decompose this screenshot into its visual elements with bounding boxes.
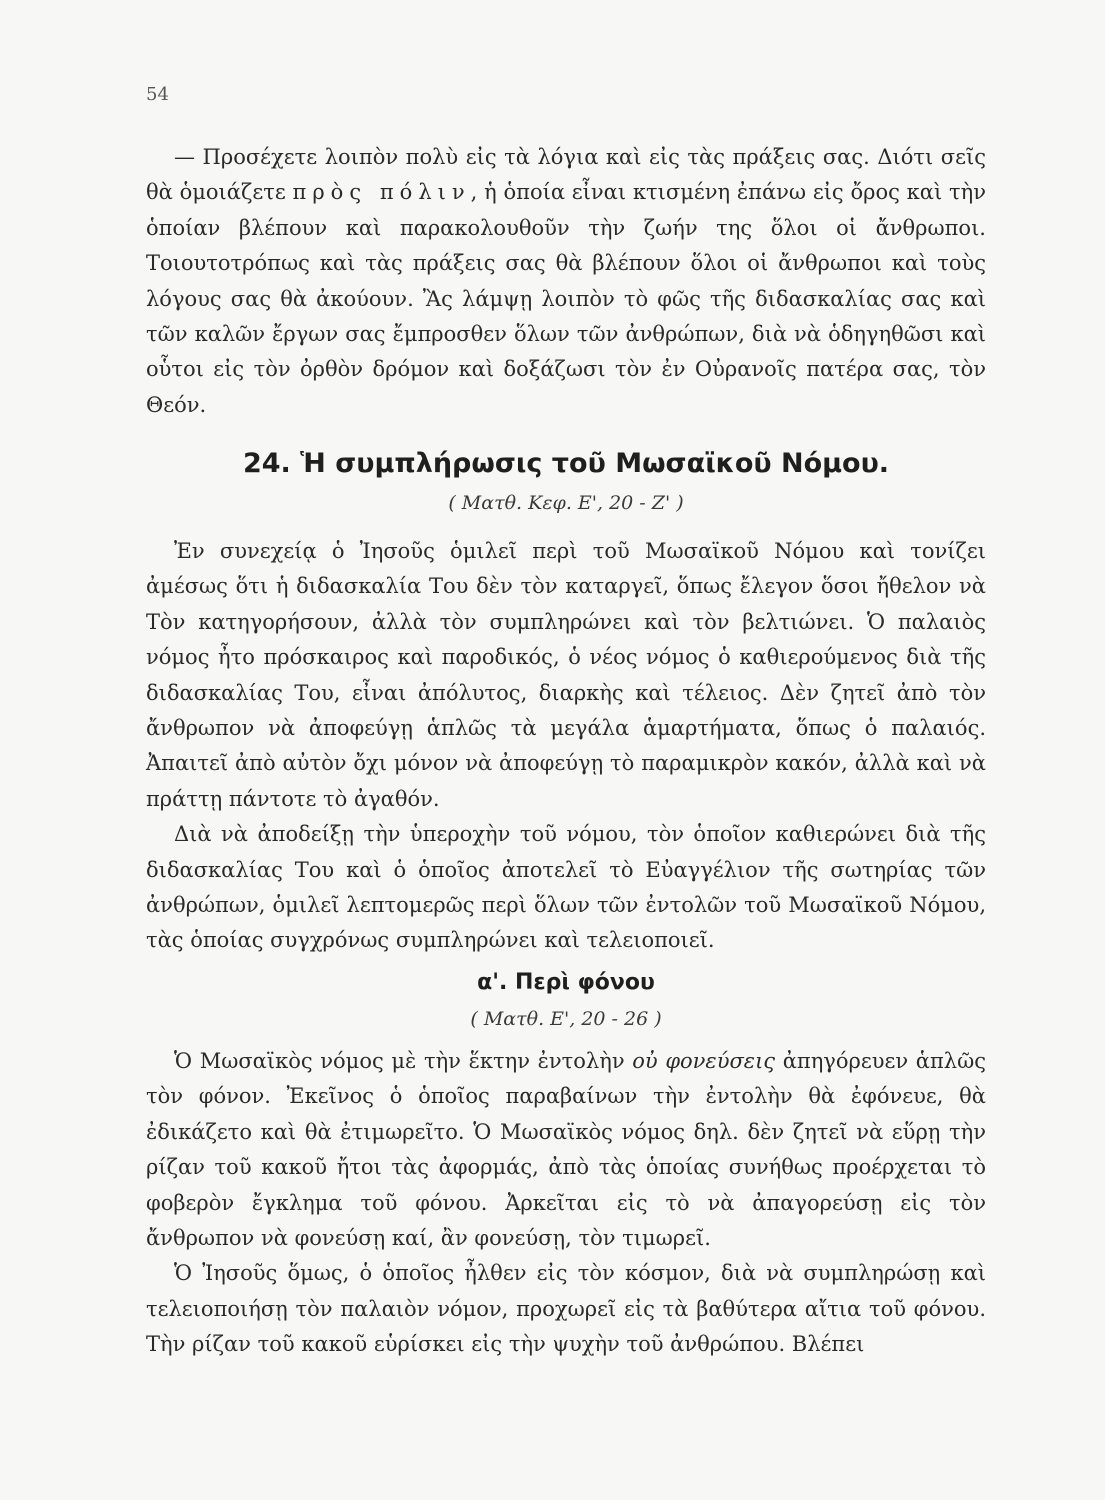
subsection-a-paragraph-2: Ὁ Ἰησοῦς ὅμως, ὁ ὁποῖος ἦλθεν εἰς τὸν κόσμον, διὰ νὰ συμπληρώσῃ καὶ τελειοποιήσῃ τὸν παλαιὸν νόμον, προχωρεῖ εἰς τὰ βαθύτερα αἴτια τοῦ φόνου. Τὴν ρίζαν τοῦ κακοῦ εὑρίσκει εἰς τὴν ψυχὴν τοῦ ἀνθρώπου. Βλέπει — [146, 1261, 986, 1357]
page-number: 54 — [146, 84, 169, 105]
intro-text-after: , ἡ ὁποία εἶναι κτισμένη ἐπάνω εἰς ὄρος καὶ τὴν ὁποίαν βλέπουν καὶ παρακολουθοῦν τὴν ζωήν της ὅλοι οἱ ἄνθρωποι. Τοιουτοτρόπως καὶ τὰς πράξεις σας θὰ βλέπουν ὅλοι οἱ ἄνθρωποι καὶ τοὺς λόγους σας θὰ ἀκούουν. Ἂς λάμψῃ λοιπὸν τὸ φῶς τῆς διδασκαλίας σας καὶ τῶν καλῶν ἔργων σας ἔμπροσθεν ὅλων τῶν ἀνθρώπων, διὰ νὰ ὁδηγηθῶσι καὶ οὗτοι εἰς τὸν ὀρθὸν δρόμον καὶ δοξάζωσι τὸν ἐν Οὐρανοῖς πατέρα σας, τὸν Θεόν. — [146, 180, 986, 417]
subsection-a-reference: ( Ματθ. Ε', 20 - 26 ) — [470, 1008, 662, 1030]
subsection-a-text-before: Ὁ Μωσαϊκὸς νόμος μὲ τὴν ἕκτην ἐντολὴν — [174, 1049, 633, 1073]
subsection-a-text-block — [146, 1044, 986, 1363]
section-24-text-block — [146, 534, 986, 959]
intro-text-block — [146, 140, 986, 423]
section-24-title: 24. Ἡ συμπλήρωσις τοῦ Μωσαϊκοῦ Νόμου. — [242, 448, 890, 479]
intro-text-before: — Προσέχετε λοιπὸν πολὺ εἰς τὰ λόγια καὶ εἰς τὰς πράξεις σας. Διότι σεῖς θὰ ὁμοιάζετε — [146, 145, 986, 205]
subsection-a-text-after: ἀπηγόρευεν ἁπλῶς τὸν φόνον. Ἐκεῖνος ὁ ὁποῖος παραβαίνων τὴν ἐντολὴν θὰ ἐφόνευε, θὰ ἐδικάζετο καὶ θὰ ἐτιμωρεῖτο. Ὁ Μωσαϊκὸς νόμος δηλ. δὲν ζητεῖ νὰ εὕρῃ τὴν ρίζαν τοῦ κακοῦ ἤτοι τὰς ἀφορμάς, ἀπὸ τὰς ὁποίας συνήθως προέρχεται τὸ φοβερὸν ἔγκλημα τοῦ φόνου. Ἀρκεῖται εἰς τὸ νὰ ἀπαγορεύσῃ εἰς τὸν ἄνθρωπον νὰ φονεύσῃ καί, ἂν φονεύσῃ, τὸν τιμωρεῖ. — [146, 1049, 986, 1251]
intro-spaced-phrase: πρὸς πόλιν — [292, 180, 471, 205]
subsection-a-paragraph-1 — [146, 1044, 986, 1256]
commandment-quote: οὐ φονεύσεις — [632, 1049, 776, 1073]
section-24-paragraph-2: Διὰ νὰ ἀποδείξῃ τὴν ὑπεροχὴν τοῦ νόμου, τὸν ὁποῖον καθιερώνει διὰ τῆς διδασκαλίας Του καὶ ὁ ὁποῖος ἀποτελεῖ τὸ Εὐαγγέλιον τῆς σωτηρίας τῶν ἀνθρώπων, ὁμιλεῖ λεπτομερῶς περὶ ὅλων τῶν ἐντολῶν τοῦ Μωσαϊκοῦ Νόμου, τὰς ὁποίας συγχρόνως συμπληρώνει καὶ τελειοποιεῖ. — [146, 822, 986, 953]
section-24-paragraph-1: Ἐν συνεχείᾳ ὁ Ἰησοῦς ὁμιλεῖ περὶ τοῦ Μωσαϊκοῦ Νόμου καὶ τονίζει ἀμέσως ὅτι ἡ διδασκαλία Του δὲν τὸν καταργεῖ, ὅπως ἔλεγον ὅσοι ἤθελον νὰ Τὸν κατηγορήσουν, ἀλλὰ τὸν συμπληρώνει καὶ τὸν βελτιώνει. Ὁ παλαιὸς νόμος ἦτο πρόσκαιρος καὶ παροδικός, ὁ νέος νόμος ὁ καθιερούμενος διὰ τῆς διδασκαλίας Του, εἶναι ἀπόλυτος, διαρκὴς καὶ τέλειος. Δὲν ζητεῖ ἀπὸ τὸν ἄνθρωπον νὰ ἀποφεύγῃ ἁπλῶς τὰ μεγάλα ἁμαρτήματα, ὅπως ὁ παλαιός. Ἀπαιτεῖ ἀπὸ αὐτὸν ὄχι μόνον νὰ ἀποφεύγῃ τὸ παραμικρὸν κακόν, ἀλλὰ καὶ νὰ πράττῃ πάντοτε τὸ ἀγαθόν. — [146, 539, 986, 811]
section-24-reference: ( Ματθ. Κεφ. Ε', 20 - Ζ' ) — [448, 492, 684, 514]
intro-paragraph — [146, 140, 986, 423]
subsection-a-title: α'. Περὶ φόνου — [477, 970, 655, 995]
